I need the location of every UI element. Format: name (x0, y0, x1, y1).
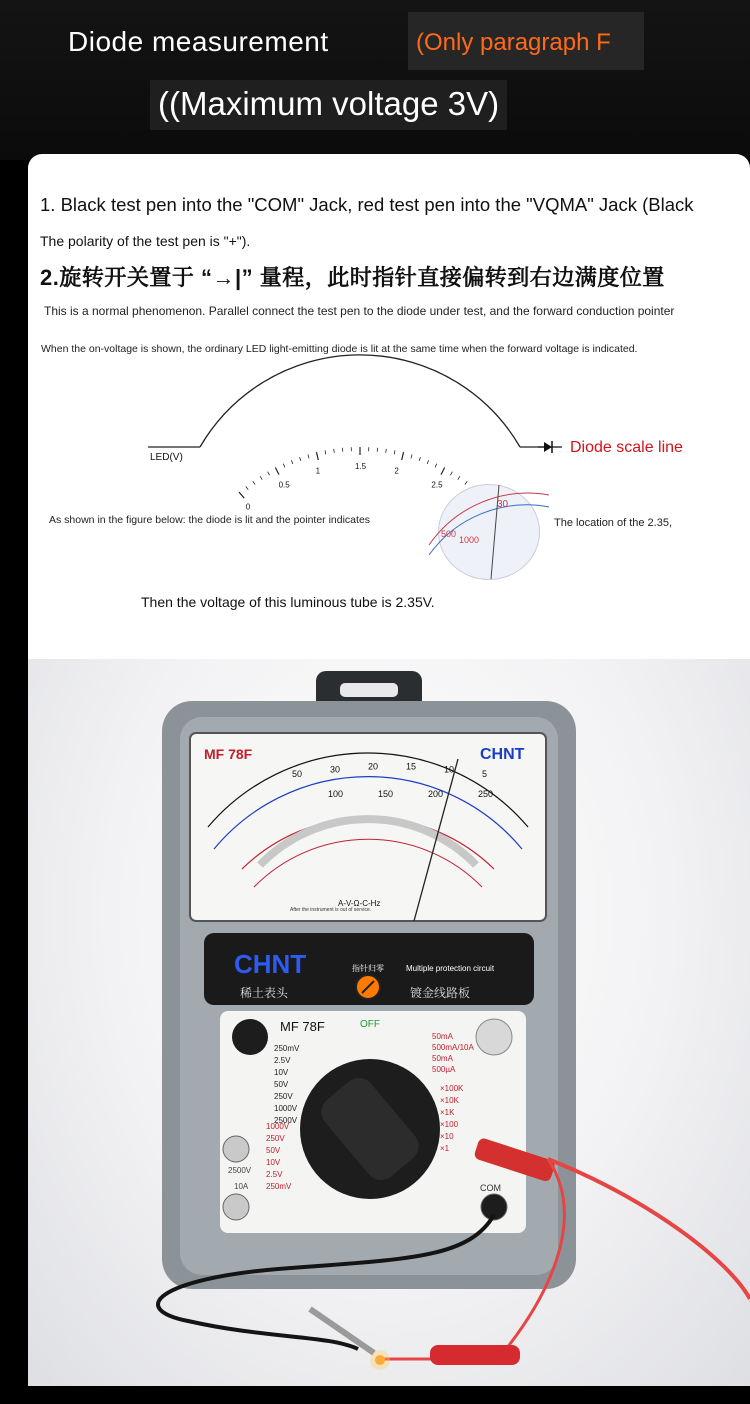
scale-tick (325, 450, 326, 454)
range-label: 2500V (274, 1116, 298, 1125)
brand-cn-label: 稀土表头 (240, 986, 289, 1000)
meter-scale-label: 150 (378, 789, 394, 799)
scale-tick-label: 2.5 (431, 480, 443, 490)
meter-scale-label: 20 (368, 761, 379, 772)
scale-tick (435, 464, 437, 468)
jack-10a-label: 10A (234, 1182, 249, 1191)
content-card (28, 154, 750, 1386)
jack-2500v (223, 1136, 249, 1162)
range-label: 50mA (432, 1054, 453, 1063)
range-label: 250V (274, 1092, 293, 1101)
scale-tick (239, 492, 244, 498)
red-clip (430, 1345, 520, 1365)
scale-tick (450, 472, 452, 475)
scale-tick (458, 476, 460, 479)
scale-tick (316, 452, 318, 460)
range-label: 10V (266, 1158, 281, 1167)
scale-tick (386, 449, 387, 453)
protection-label: Multiple protection circuit (406, 964, 495, 973)
meter-model-label: MF 78F (204, 746, 253, 762)
range-label: ×1 (440, 1144, 450, 1153)
range-label: 250mV (266, 1182, 292, 1191)
black-clip (310, 1309, 374, 1353)
scale-tick (411, 454, 412, 458)
range-label: 50V (274, 1080, 289, 1089)
led-scale-label: LED(V) (150, 452, 183, 463)
scale-tick (394, 450, 395, 454)
range-label: 10V (274, 1068, 289, 1077)
meter-scale-label: 50 (292, 769, 303, 779)
service-note: After the instrument is out of service. (290, 907, 372, 913)
instruction-line4: When the on-voltage is shown, the ordinary LED light-emitting diode is lit at the same time when the forward voltage is indicated. (41, 343, 638, 355)
range-label: 1000V (266, 1122, 290, 1131)
meter-scale-label: 10 (444, 764, 455, 775)
range-label: 500mA/10A (432, 1043, 474, 1052)
zoom-label-500: 500 (441, 529, 457, 539)
off-label: OFF (360, 1019, 380, 1030)
scale-tick (441, 468, 445, 475)
jack-10a (223, 1194, 249, 1220)
range-label: ×10 (440, 1132, 454, 1141)
scale-tick (253, 481, 255, 484)
brand-logo: CHNT (234, 949, 307, 979)
scale-tick (275, 468, 279, 475)
instruction-step2: 2.旋转开关置于 “→|” 量程，此时指针直接偏转到右边满度位置 (40, 265, 665, 290)
range-label: ×10K (440, 1096, 459, 1105)
scale-tick-label: 1 (315, 466, 321, 476)
range-label: 50V (266, 1146, 281, 1155)
diode-symbol-icon (538, 441, 562, 453)
zoom-label-30: 30 (497, 499, 509, 510)
multimeter-photo (28, 659, 750, 1386)
scale-tick (402, 452, 404, 460)
scale-tick-label: 0.5 (278, 480, 290, 490)
scale-tick (465, 481, 467, 484)
range-label: ×100 (440, 1120, 459, 1129)
instruction-step1-line1: 1. Black test pen into the "COM" Jack, red test pen into the "VQMA" Jack (Black (40, 194, 694, 215)
scale-tick-label: 1.5 (355, 462, 367, 471)
ohm-adjust-knob (232, 1019, 268, 1055)
scale-tick (283, 464, 285, 468)
scale-tick (291, 460, 292, 464)
header-banner (0, 0, 750, 160)
dial-title: A-V-Ω-C-Hz (338, 899, 381, 908)
scale-tick (308, 454, 309, 458)
meter-scale-label: 200 (428, 789, 444, 799)
scale-tick (300, 457, 301, 461)
pointer-zero-label: 指针归零 (352, 964, 384, 973)
caption-left: As shown in the figure below: the diode is lit and the pointer indicates (49, 514, 371, 526)
diode-scale-line-label: Diode scale line (570, 439, 683, 456)
scale-tick (246, 486, 248, 489)
instruction-line3: This is a normal phenomenon. Parallel connect the test pen to the diode under test, and the forward conduction pointer (44, 304, 675, 318)
zoom-label-1000: 1000 (459, 535, 480, 545)
range-label: 1000V (274, 1104, 298, 1113)
meter-scale-label: 250 (478, 789, 494, 799)
jack-com-label: COM (480, 1183, 501, 1193)
range-label: 50mA (432, 1032, 453, 1041)
range-label: 250V (266, 1134, 285, 1143)
caption-right: The location of the 2.35, (554, 517, 673, 529)
circuit-cn-label: 镀金线路板 (410, 986, 471, 1000)
jack-2500v-label: 2500V (228, 1166, 252, 1175)
scale-tick (427, 460, 428, 464)
scale-tick (334, 449, 335, 453)
red-lead (548, 1159, 750, 1299)
range-label: 2.5V (266, 1170, 283, 1179)
pointer-zoom-image (438, 484, 540, 580)
scale-tick (268, 472, 270, 475)
range-label: 250mV (274, 1044, 300, 1053)
meter-scale-label: 5 (482, 769, 488, 779)
transistor-socket (476, 1019, 512, 1055)
range-label: 500µA (432, 1065, 456, 1074)
caption-bottom: Then the voltage of this luminous tube is 2.35V. (141, 594, 435, 610)
page-title: Diode measurement (68, 26, 329, 57)
scale-tick-label: 0 (245, 502, 251, 512)
range-label: ×100K (440, 1084, 464, 1093)
scale-arc (200, 355, 520, 447)
dial-model-label: MF 78F (280, 1019, 325, 1034)
meter-scale-label: 30 (330, 764, 341, 775)
meter-scale-label: 100 (328, 789, 344, 799)
scale-tick (419, 457, 420, 461)
page-subtitle: ((Maximum voltage 3V) (150, 80, 507, 130)
meter-scale-label: 15 (406, 761, 417, 772)
scale-tick (260, 476, 262, 479)
range-label: 2.5V (274, 1056, 291, 1065)
range-label: ×1K (440, 1108, 455, 1117)
instruction-step1-line2: The polarity of the test pen is "+"). (40, 233, 251, 249)
scale-tick-label: 2 (394, 466, 399, 476)
brand-logo-top: CHNT (480, 746, 525, 763)
note-label: (Only paragraph F (408, 12, 644, 70)
